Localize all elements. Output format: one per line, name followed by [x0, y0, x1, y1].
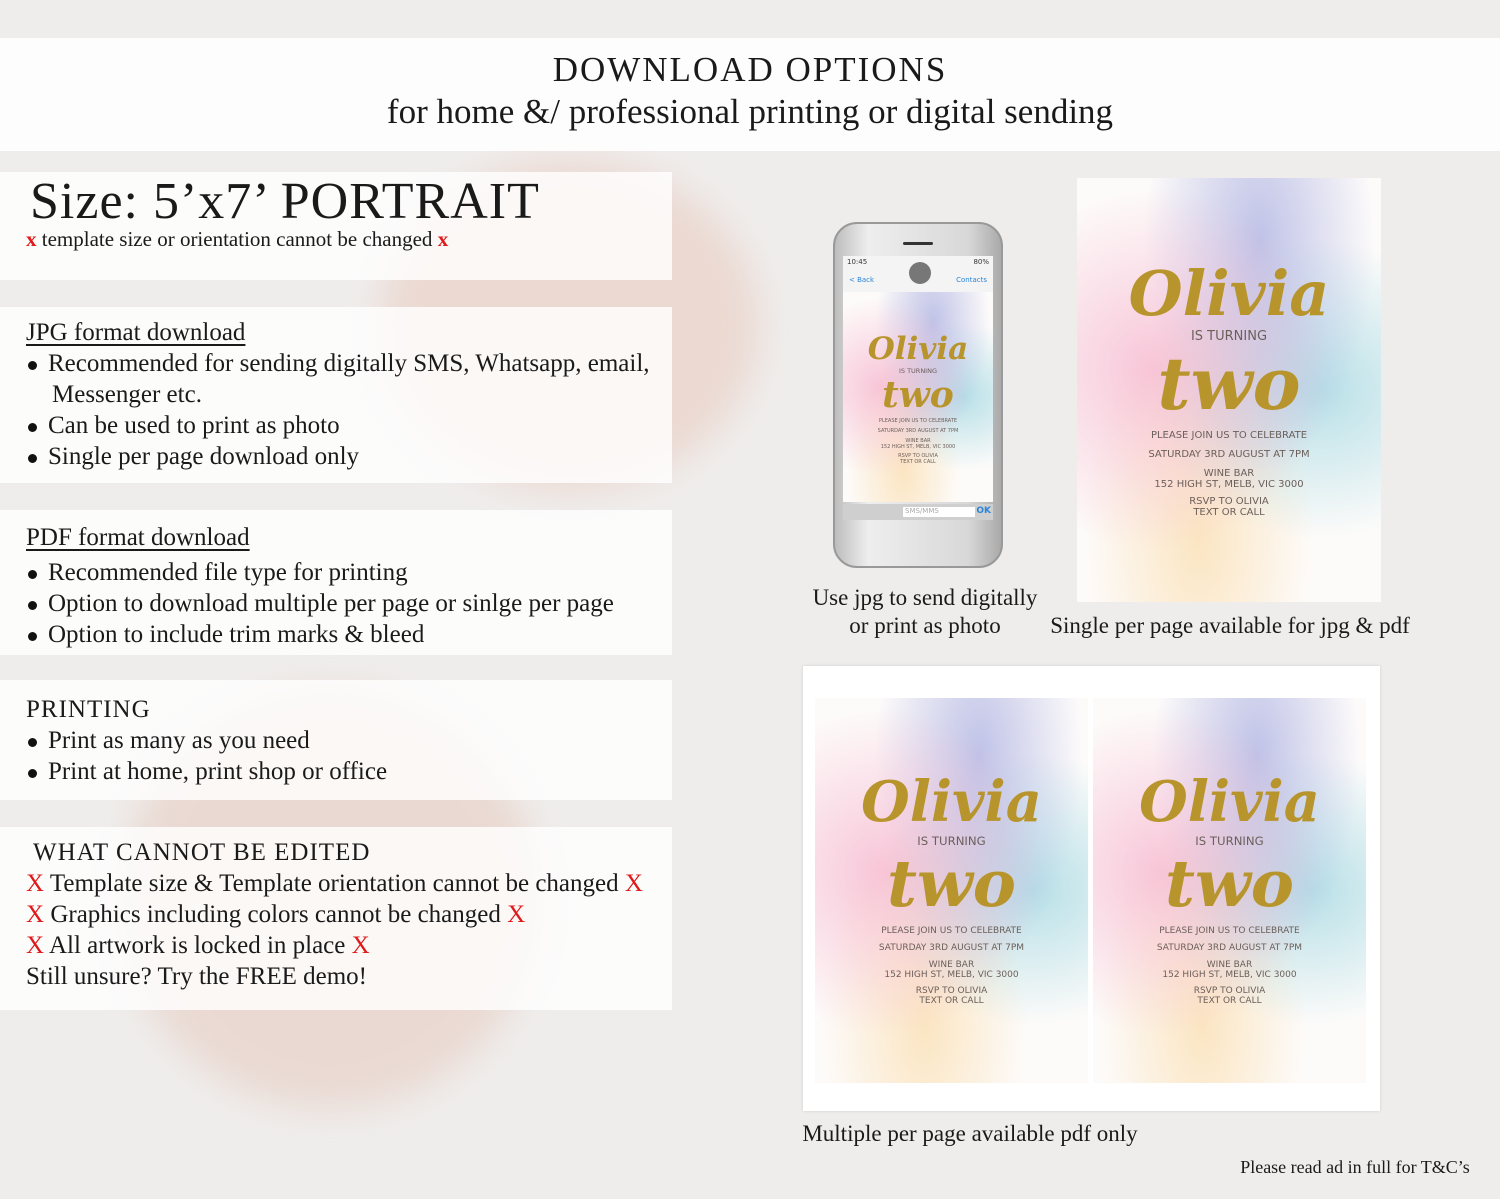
list-item: X Graphics including colors cannot be changed X: [26, 901, 526, 928]
list-item: Print at home, print shop or office: [26, 756, 672, 787]
invite-turning: IS TURNING: [1190, 328, 1268, 344]
invite-venue: WINE BAR: [905, 438, 931, 444]
invite-turning: IS TURNING: [1195, 834, 1264, 849]
invite-line: SATURDAY 3RD AUGUST AT 7PM: [878, 942, 1025, 953]
phone-caption: Use jpg to send digitally or print as photo: [812, 585, 1038, 638]
invite-rsvp: TEXT OR CALL: [919, 995, 984, 1006]
invite-rsvp: RSVP TO OLIVIA: [1189, 495, 1269, 507]
invite-rsvp: RSVP TO OLIVIA: [915, 985, 988, 996]
invite-line: PLEASE JOIN US TO CELEBRATE: [1150, 429, 1308, 441]
jpg-heading: JPG format download: [26, 319, 246, 346]
invite-rsvp: RSVP TO OLIVIA: [1193, 985, 1266, 996]
invite-line: PLEASE JOIN US TO CELEBRATE: [878, 418, 958, 424]
list-item: Single per page download only: [26, 441, 672, 472]
avatar-icon: [909, 262, 931, 284]
contacts-link[interactable]: Contacts: [956, 276, 987, 284]
invite-age: two: [882, 374, 954, 416]
terms-note: Please read ad in full for T&C’s: [1240, 1157, 1470, 1177]
invite-venue: WINE BAR: [1206, 960, 1253, 971]
header-band: [0, 38, 1500, 151]
invite-name: Olivia: [867, 331, 969, 367]
invite-turning: IS TURNING: [898, 367, 938, 375]
list-item: Option to download multiple per page or sinlge per page: [26, 588, 672, 619]
list-item: Recommended for sending digitally SMS, Whatsapp, email,: [26, 348, 672, 379]
page-title: DOWNLOAD OPTIONS: [552, 50, 948, 89]
invite-age: two: [1165, 845, 1294, 922]
invite-line: SATURDAY 3RD AUGUST AT 7PM: [1156, 942, 1303, 953]
invite-line: PLEASE JOIN US TO CELEBRATE: [1159, 925, 1300, 936]
invite-venue: WINE BAR: [1203, 467, 1255, 479]
cannot-heading: WHAT CANNOT BE EDITED: [33, 839, 371, 866]
cannot-edit-panel: [0, 827, 672, 1010]
x-mark: x: [437, 227, 449, 251]
multi-caption: Multiple per page available pdf only: [802, 1121, 1138, 1146]
list-item: Can be used to print as photo: [26, 410, 672, 441]
page-subtitle: for home &/ professional printing or digital sending: [386, 92, 1114, 131]
invite-name: Olivia: [1139, 770, 1320, 835]
message-input[interactable]: SMS/MMS: [903, 507, 975, 517]
size-note: template size or orientation cannot be changed: [41, 227, 433, 251]
single-caption: Single per page available for jpg & pdf: [1050, 613, 1410, 638]
invite-line: PLEASE JOIN US TO CELEBRATE: [881, 925, 1022, 936]
invite-age: two: [1157, 340, 1301, 426]
ok-button[interactable]: OK: [976, 506, 991, 516]
demo-text: Still unsure? Try the FREE demo!: [26, 963, 367, 990]
invitation-card-phone: [843, 292, 993, 502]
printing-heading: PRINTING: [26, 696, 151, 723]
back-link[interactable]: < Back: [849, 276, 875, 284]
list-item: X All artwork is locked in place X: [26, 932, 370, 959]
invitation-card-multi: [1093, 698, 1366, 1083]
invite-rsvp: RSVP TO OLIVIA: [898, 453, 938, 459]
list-item: Recommended file type for printing: [26, 557, 672, 588]
invite-line: SATURDAY 3RD AUGUST AT 7PM: [877, 428, 959, 434]
invite-line: SATURDAY 3RD AUGUST AT 7PM: [1148, 448, 1310, 460]
invite-age: two: [887, 845, 1016, 922]
pdf-panel: [0, 510, 672, 655]
invite-address: 152 HIGH ST, MELB, VIC 3000: [1162, 970, 1297, 981]
phone-time: 10:45: [847, 258, 868, 266]
list-item: Option to include trim marks & bleed: [26, 619, 672, 650]
speaker-icon: [903, 242, 933, 245]
size-panel: [0, 172, 672, 280]
invite-rsvp: TEXT OR CALL: [900, 459, 936, 465]
list-item: X Template size & Template orientation cannot be changed X: [26, 870, 643, 897]
list-item: Print as many as you need: [26, 725, 672, 756]
invite-address: 152 HIGH ST, MELB, VIC 3000: [884, 970, 1019, 981]
invite-name: Olivia: [861, 770, 1042, 835]
list-item-continuation: Messenger etc.: [52, 381, 202, 408]
invite-address: 152 HIGH ST, MELB, VIC 3000: [1154, 478, 1304, 490]
invitation-card-single: [1077, 178, 1381, 602]
invite-rsvp: TEXT OR CALL: [1193, 506, 1265, 518]
invite-turning: IS TURNING: [917, 834, 986, 849]
invite-address: 152 HIGH ST, MELB, VIC 3000: [880, 444, 956, 450]
pdf-heading: PDF format download: [26, 524, 250, 551]
invite-venue: WINE BAR: [928, 960, 975, 971]
phone-battery: 80%: [973, 258, 989, 266]
x-mark: x: [26, 227, 37, 251]
invite-name: Olivia: [1128, 256, 1330, 330]
printing-panel: [0, 680, 672, 800]
size-title: Size: 5’x7’ PORTRAIT: [30, 173, 540, 230]
invitation-card-multi: [815, 698, 1088, 1083]
jpg-panel: [0, 307, 672, 483]
invite-rsvp: TEXT OR CALL: [1197, 995, 1262, 1006]
